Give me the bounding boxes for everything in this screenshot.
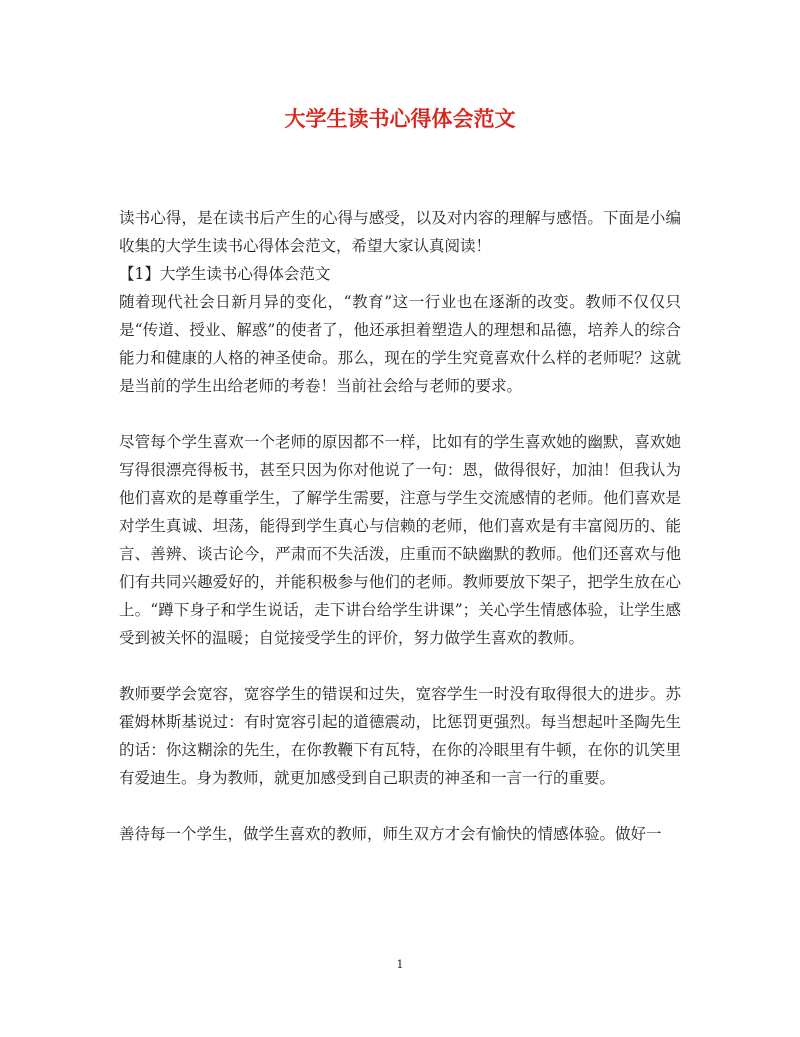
document-body [119,204,681,848]
body-paragraph: 教师要学会宽容，宽容学生的错误和过失，宽容学生一时没有取得很大的进步。苏霍姆林斯基说过：有时宽容引起的道德震动，比惩罚更强烈。每当想起叶圣陶先生的话：你这糊涂的先生，在你教鞭下有瓦特，在你的冷眼里有牛顿，在你的讥笑里有爱迪生。身为教师，就更加感受到自己职责的神圣和一言一行的重要。 [119,685,681,787]
section-heading: 【1】大学生读书心得体会范文 [119,265,331,283]
body-paragraph: 尽管每个学生喜欢一个老师的原因都不一样，比如有的学生喜欢她的幽默，喜欢她写得很漂亮得板书，甚至只因为你对他说了一句：恩，做得很好，加油！但我认为他们喜欢的是尊重学生，了解学生需要，注意与学生交流感情的老师。他们喜欢是对学生真诚、坦荡，能得到学生真心与信赖的老师，他们喜欢是有丰富阅历的、能言、善辨、谈古论今，严肃而不失活泼，庄重而不缺幽默的教师。他们还喜欢与他们有共同兴趣爱好的，并能积极参与他们的老师。教师要放下架子，把学生放在心上。“蹲下身子和学生说话，走下讲台给学生讲课”；关心学生情感体验，让学生感受到被关怀的温暖；自觉接受学生的评价，努力做学生喜欢的教师。 [119,433,681,647]
body-paragraph: 随着现代社会日新月异的变化，“教育”这一行业也在逐渐的改变。教师不仅仅只是“传道、授业、解惑”的使者了，他还承担着塑造人的理想和品德，培养人的综合能力和健康的人格的神圣使命。那么，现在的学生究竟喜欢什么样的老师呢？这就是当前的学生出给老师的考卷！当前社会给与老师的要求。 [119,293,681,395]
page-number: 1 [396,958,404,971]
body-paragraph: 善待每一个学生，做学生喜欢的教师，师生双方才会有愉快的情感体验。做好一 [119,825,662,843]
intro-paragraph: 读书心得，是在读书后产生的心得与感受，以及对内容的理解与感悟。下面是小编收集的大学生读书心得体会范文，希望大家认真阅读！ [119,209,681,255]
document-title: 大学生读书心得体会范文 [284,106,516,131]
